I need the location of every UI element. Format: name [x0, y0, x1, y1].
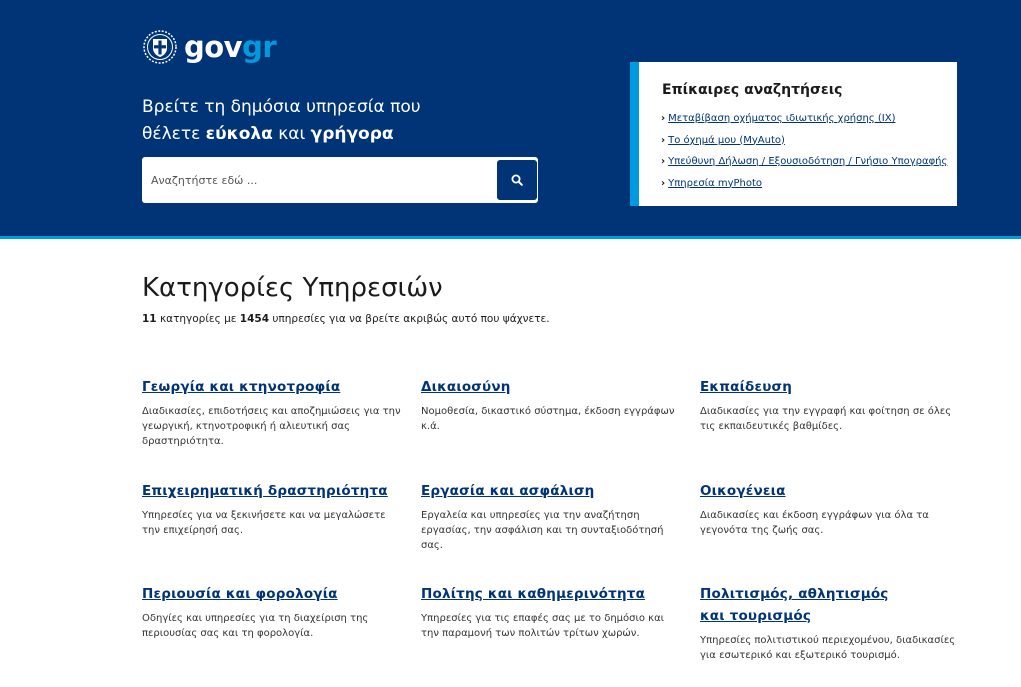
category-link-citizen[interactable]: Πολίτης και καθημερινότητα [421, 586, 646, 602]
trending-title: Επίκαιρες αναζητήσεις [662, 82, 843, 98]
category-description: Εργαλεία και υπηρεσίες για την αναζήτηση εργασίας, την ασφάλιση και τη συνταξιοδότησή σας. [421, 510, 664, 551]
category-description: Διαδικασίες για την εγγραφή και φοίτηση σε όλες τις εκπαιδευτικές βαθμίδες. [700, 406, 952, 432]
category-description: Υπηρεσίες για να ξεκινήσετε και να μεγαλώσετε την επιχείρησή σας. [142, 510, 386, 536]
category-card [421, 376, 683, 434]
category-card [421, 480, 683, 553]
category-link-employment[interactable]: Εργασία και ασφάλιση [421, 483, 595, 499]
search-box [142, 157, 538, 203]
logo-wordmark-main: gov [184, 29, 243, 64]
search-button[interactable] [497, 160, 537, 200]
tagline-mid: και [272, 124, 311, 144]
services-count: 1454 [239, 313, 270, 325]
trending-link-myauto[interactable]: Το όχημά μου (MyAuto) [668, 134, 785, 146]
category-link-business[interactable]: Επιχειρηματική δραστηριότητα [142, 483, 388, 499]
category-description: Υπηρεσίες για τις επαφές σας με το δημόσιο και την παραμονή των πολιτών τρίτων χωρών. [421, 613, 665, 639]
categories-summary [142, 313, 550, 325]
category-link-education[interactable]: Εκπαίδευση [700, 379, 793, 395]
summary-text-end: υπηρεσίες για να βρείτε ακριβώς αυτό που ψάχνετε. [269, 313, 550, 325]
trending-item [661, 173, 957, 195]
tagline-line-2 [142, 121, 472, 148]
category-link-property-tax[interactable]: Περιουσία και φορολογία [142, 586, 338, 602]
trending-item [661, 130, 957, 152]
chevron-right-icon: › [661, 134, 666, 146]
category-link-agriculture[interactable]: Γεωργία και κτηνοτροφία [142, 379, 341, 395]
trending-searches-panel [630, 62, 957, 206]
trending-list [661, 108, 957, 194]
chevron-right-icon: › [661, 113, 666, 124]
category-description: Οδηγίες και υπηρεσίες για τη διαχείριση της περιουσίας σας και τη φορολογία. [142, 613, 369, 639]
search-input[interactable] [142, 157, 482, 203]
category-link-justice[interactable]: Δικαιοσύνη [421, 379, 511, 395]
trending-item [661, 151, 957, 173]
tagline-bold-fast: γρήγορα [310, 124, 394, 144]
category-description: Διαδικασίες και έκδοση εγγράφων για όλα τα γεγονότα της ζωής σας. [700, 510, 929, 536]
category-card [142, 480, 404, 538]
chevron-right-icon: › [661, 156, 666, 167]
trending-link-vehicle-transfer[interactable]: Μεταβίβαση οχήματος ιδιωτικής χρήσης (ΙΧ) [668, 113, 896, 124]
category-link-culture[interactable]: Πολιτισμός, αθλητισμός και τουρισμός [700, 586, 889, 624]
logo-wordmark-accent: gr [242, 29, 277, 64]
category-card [700, 583, 962, 663]
category-card [142, 376, 404, 449]
logo-wordmark [184, 29, 277, 64]
category-description: Νομοθεσία, δικαστικό σύστημα, έκδοση εγγράφων κ.ά. [421, 406, 675, 432]
category-card [700, 480, 962, 538]
tagline-line-1: Βρείτε τη δημόσια υπηρεσία που [142, 97, 421, 117]
trending-link-myphoto[interactable]: Υπηρεσία myPhoto [668, 177, 763, 189]
tagline-prefix: θέλετε [142, 124, 206, 144]
category-card [700, 376, 962, 434]
trending-link-solemn-declaration[interactable]: Υπεύθυνη Δήλωση / Εξουσιοδότηση / Γνήσιο Υπογραφής [668, 156, 948, 167]
category-description: Υπηρεσίες πολιτιστικού περιεχομένου, διαδικασίες για εσωτερικό και εξωτερικό τουρισμό. [700, 635, 956, 661]
summary-text-mid: κατηγορίες με [156, 313, 240, 325]
govgr-logo[interactable] [143, 29, 276, 65]
category-card [142, 583, 404, 641]
hero-tagline [142, 94, 472, 148]
category-link-family[interactable]: Οικογένεια [700, 483, 786, 499]
trending-item [661, 108, 957, 130]
search-icon [511, 171, 523, 190]
chevron-right-icon: › [661, 177, 666, 189]
tagline-bold-easy: εύκολα [205, 124, 273, 144]
category-card [421, 583, 683, 641]
greek-coat-of-arms-icon [143, 30, 177, 64]
categories-title: Κατηγορίες Υπηρεσιών [142, 273, 443, 303]
category-description: Διαδικασίες, επιδοτήσεις και αποζημιώσεις για την γεωργική, κτηνοτροφική ή αλιευτική σας δραστηριότητα. [142, 406, 401, 447]
hero-accent-bar [0, 236, 1021, 239]
categories-count: 11 [142, 313, 157, 325]
